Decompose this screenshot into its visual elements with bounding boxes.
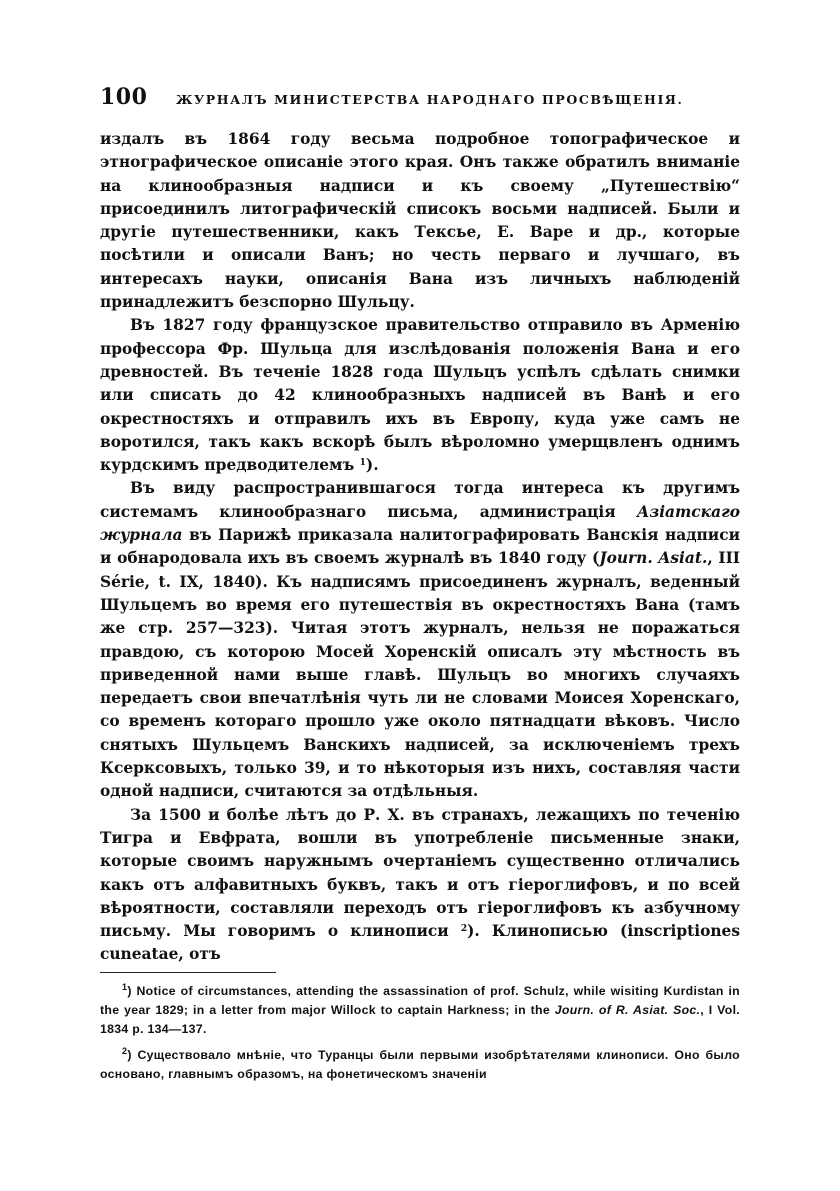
footnote-1 <box>100 982 740 1040</box>
paragraph-3-text-c: , III Série, t. IX, 1840). Къ надписямъ присоединенъ журналъ, веденный Шульцемъ во время его путешествія въ окрестностяхъ Вана (тамъ же стр. 257—323). Читая этотъ журналъ, нельзя не поражаться правдою, съ которою Мосей Хоренскій описалъ эту мѣстность въ приведенной нами выше главѣ. Шульцъ во многихъ случаяхъ передаетъ свои впечатлѣнія чуть ли не словами Моисея Хоренскаго, со временъ котораго прошло уже около пятнадцати вѣковъ. Число снятыхъ Шульцемъ Ванскихъ надписей, за исключеніемъ трехъ Ксерксовыхъ, только 39, и то нѣкоторыя изъ нихъ, составляя части одной надписи, считаются за отдѣльныя. <box>100 549 740 801</box>
footnotes <box>100 982 740 1090</box>
paragraph-3-text-b: въ Парижѣ приказала налитографировать Ванскія надписи и обнародовала ихъ въ своемъ журналѣ въ 1840 году ( <box>100 526 740 568</box>
footnote-2-mark: 2 <box>122 1045 128 1056</box>
paragraph-3 <box>100 477 740 803</box>
footnote-ref-1: 1 <box>359 458 366 469</box>
footnote-1-text-b: , I Vol. 1834 p. 134—137. <box>100 1003 740 1037</box>
footnote-2-text: ) Существовало мнѣніе, что Туранцы были первыми изобрѣтателями клинописи. Оно было основано, главнымъ образомъ, на фонетическомъ значеніи <box>100 1047 740 1081</box>
paragraph-4-text-b: ). Клинописью (inscriptiones cuneatae, отъ <box>100 922 740 964</box>
journal-title-italic: Азіатскаго журнала <box>100 502 740 545</box>
footnote-1-text-a: ) Notice of circumstances, attending the assassination of prof. Schulz, while wisiting Kurdistan in the year 1829; in a letter from major Willock to captain Harkness; in the <box>100 984 740 1018</box>
footnote-1-journal: Journ. of R. Asiat. Soc. <box>554 1003 701 1018</box>
footnote-divider <box>100 972 276 973</box>
footnote-2 <box>100 1046 740 1084</box>
running-title: ЖУРНАЛЪ МИНИСТЕРСТВА НАРОДНАГО ПРОСВѢЩЕНІЯ. <box>176 92 684 107</box>
paragraph-1-text: издалъ въ 1864 году весьма подробное топографическое и этнографическое описаніе этого края. Онъ также обратилъ вниманіе на клинообразныя надписи и къ своему „Путешествію“ присоединилъ литографическій списокъ восьми надписей. Были и другіе путешественники, какъ Тексье, Е. Варе и др., которые посѣтили и описали Ванъ; но честь перваго и лучшаго, въ интересахъ науки, описанія Вана изъ личныхъ наблюденій принадлежитъ безспорно Шульцу. <box>100 130 740 312</box>
paragraph-3-text-a: Въ виду распространившагося тогда интереса къ другимъ системамъ клинообразнаго письма, администрація <box>100 479 740 521</box>
journal-abbrev-italic: Journ. Asiat. <box>599 549 708 568</box>
paragraph-4 <box>100 804 740 967</box>
paragraph-2 <box>100 314 740 477</box>
footnote-1-mark: 1 <box>122 982 128 992</box>
page-number: 100 <box>100 84 148 110</box>
page-header <box>100 84 730 116</box>
main-text <box>100 128 740 967</box>
paragraph-2-text: Въ 1827 году французское правительство отправило въ Арменію профессора Фр. Шульца для изслѣдованія положенія Вана и его древностей. Въ теченіе 1828 года Шульцъ успѣлъ сдѣлать снимки или списать до 42 клинообразныхъ надписей въ Ванѣ и его окрестностяхъ и отправилъ ихъ въ Европу, куда уже самъ не воротился, такъ какъ вскорѣ былъ вѣроломно умерщвленъ однимъ курдскимъ предводителемъ <box>100 316 740 475</box>
paragraph-4-text-a: За 1500 и болѣе лѣтъ до Р. Х. въ странахъ, лежащихъ по теченію Тигра и Евфрата, вошли въ употребленіе письменные знаки, которые своимъ наружнымъ очертаніемъ существенно отличались какъ отъ алфавитныхъ буквъ, такъ и отъ гіероглифовъ, и по всей вѣроятности, составляли переходъ отъ гіероглифовъ къ азбучному письму. Мы говоримъ о клинописи <box>100 805 740 941</box>
paragraph-2-end: ). <box>365 456 379 475</box>
footnote-ref-2: 2 <box>460 924 468 935</box>
paragraph-1 <box>100 128 740 314</box>
